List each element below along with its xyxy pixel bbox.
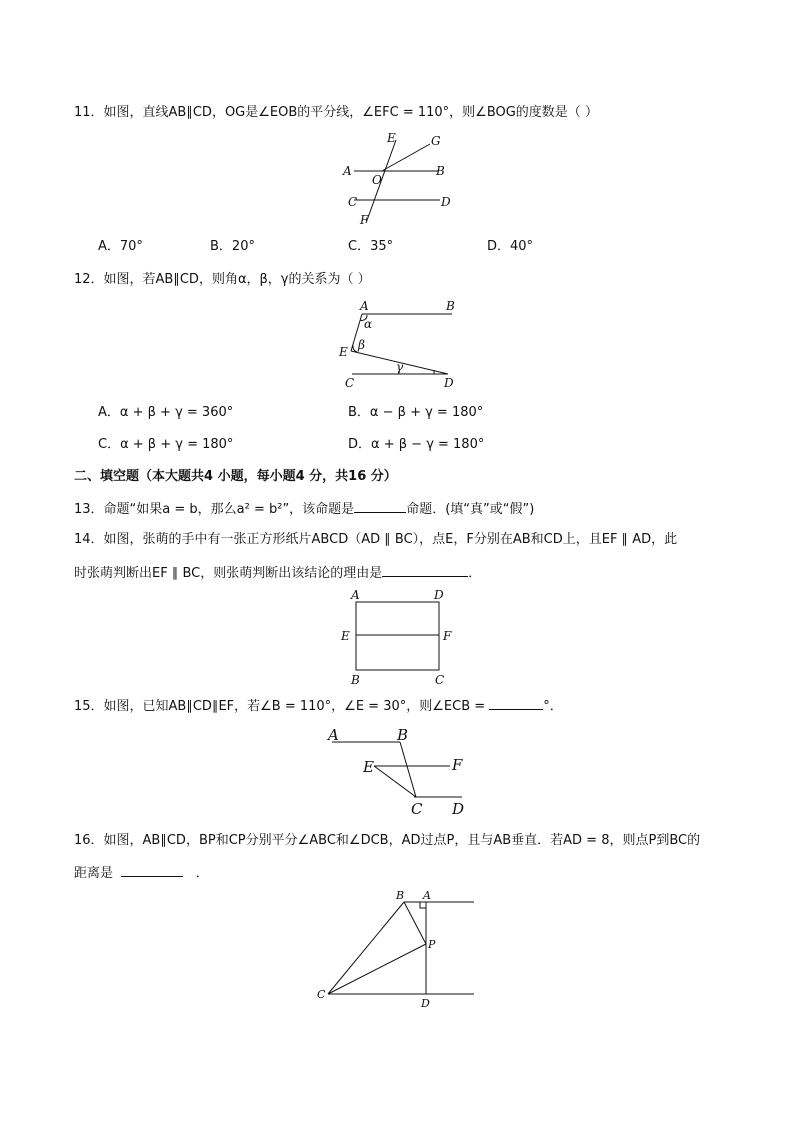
q16-stem-part2: ． [195, 866, 209, 881]
q16-label-c: C [317, 988, 326, 1001]
q16-label-d: D [421, 997, 430, 1010]
q11-label-o: O [372, 173, 382, 187]
q11-label-c: C [348, 195, 358, 209]
q16-label-a: A [423, 889, 431, 902]
q15-label-e: E [363, 758, 374, 776]
q13-answer-blank[interactable] [354, 499, 406, 513]
q16-answer-blank[interactable] [121, 863, 183, 877]
q12-figure [338, 298, 468, 390]
q12-option-d[interactable]: D．α + β − γ = 180° [348, 437, 485, 452]
q16-label-b: B [396, 889, 405, 902]
q12-option-c[interactable]: C．α + β + γ = 180° [98, 437, 234, 452]
q11-label-b: B [436, 164, 445, 178]
q16-right-angle [420, 902, 426, 908]
q11-option-b[interactable]: B．20° [210, 239, 255, 254]
q16-seg-cp [328, 944, 426, 994]
q16-label-p: P [428, 938, 436, 951]
q12-arc-beta [353, 345, 357, 352]
q11-label-f: F [360, 213, 369, 227]
q16-figure [314, 886, 484, 1012]
q14-answer-blank[interactable] [382, 563, 468, 577]
q15-stem [74, 696, 563, 716]
q11-label-a: A [343, 164, 352, 178]
q15-answer-blank[interactable] [489, 696, 543, 710]
q12-label-c: C [345, 376, 355, 390]
q15-label-f: F [452, 756, 463, 774]
q14-label-f: F [443, 629, 452, 643]
q14-square [356, 602, 439, 670]
q15-stem-part2: °． [543, 699, 563, 714]
q11-label-e: E [387, 131, 396, 145]
q12-option-b[interactable]: B．α − β + γ = 180° [348, 405, 484, 420]
q12-stem: 12．如图，若AB∥CD，则角α，β，γ的关系为（ ） [74, 272, 371, 287]
q15-label-b: B [397, 726, 409, 744]
q12-label-b: B [446, 299, 455, 313]
q15-stem-part1: 15．如图，已知AB∥CD∥EF，若∠B = 110°，∠E = 30°，则∠ECB = [74, 699, 486, 714]
q12-label-d: D [444, 376, 454, 390]
q15-figure [322, 722, 472, 818]
q11-label-d: D [441, 195, 451, 209]
q12-label-a: A [360, 299, 369, 313]
q14-label-a: A [351, 588, 360, 602]
q11-figure [330, 128, 460, 228]
q12-option-a[interactable]: A．α + β + γ = 360° [98, 405, 234, 420]
q14-stem-part2: ． [468, 566, 482, 581]
q15-seg-bc [400, 742, 416, 797]
q12-label-alpha: α [364, 317, 373, 331]
q11-option-c[interactable]: C．35° [348, 239, 394, 254]
q14-label-b: B [351, 673, 360, 687]
q11-option-a[interactable]: A．70° [98, 239, 143, 254]
q16-seg-bc [328, 902, 404, 994]
q15-label-c: C [411, 800, 423, 818]
q14-figure [338, 588, 468, 686]
q14-stem-line2 [74, 563, 481, 583]
q12-label-beta: β [358, 338, 365, 352]
q14-label-d: D [434, 588, 444, 602]
q14-label-c: C [435, 673, 445, 687]
q14-stem-part1: 时张萌判断出EF ∥ BC，则张萌判断出该结论的理由是 [74, 566, 383, 581]
q13-stem-part2: 命题．(填“真”或“假”) [406, 502, 535, 517]
q14-label-e: E [341, 629, 350, 643]
q16-stem-line2 [74, 863, 209, 883]
q16-stem-part1: 距离是 [74, 866, 114, 881]
q14-stem-line1: 14．如图，张萌的手中有一张正方形纸片ABCD（AD ∥ BC），点E，F分别在AB和CD上，且EF ∥ AD，此 [74, 532, 678, 547]
q13-stem-part1: 13．命题“如果a = b，那么a² = b²”，该命题是 [74, 502, 355, 517]
section-heading: 二、填空题（本大题共4 小题，每小题4 分，共16 分） [74, 469, 397, 484]
q11-label-g: G [431, 134, 441, 148]
q15-label-d: D [452, 800, 465, 818]
q15-label-a: A [328, 726, 339, 744]
q13-stem [74, 499, 534, 519]
q15-seg-ec [374, 766, 416, 797]
q12-label-e: E [339, 345, 348, 359]
q12-label-gamma: γ [396, 360, 404, 374]
q11-option-d[interactable]: D．40° [487, 239, 534, 254]
q11-stem: 11．如图，直线AB∥CD，OG是∠EOB的平分线，∠EFC = 110°，则∠BOG的度数是（ ） [74, 105, 598, 120]
q16-stem-line1: 16．如图，AB∥CD，BP和CP分别平分∠ABC和∠DCB，AD过点P，且与AB垂直．若AD = 8，则点P到BC的 [74, 833, 701, 848]
